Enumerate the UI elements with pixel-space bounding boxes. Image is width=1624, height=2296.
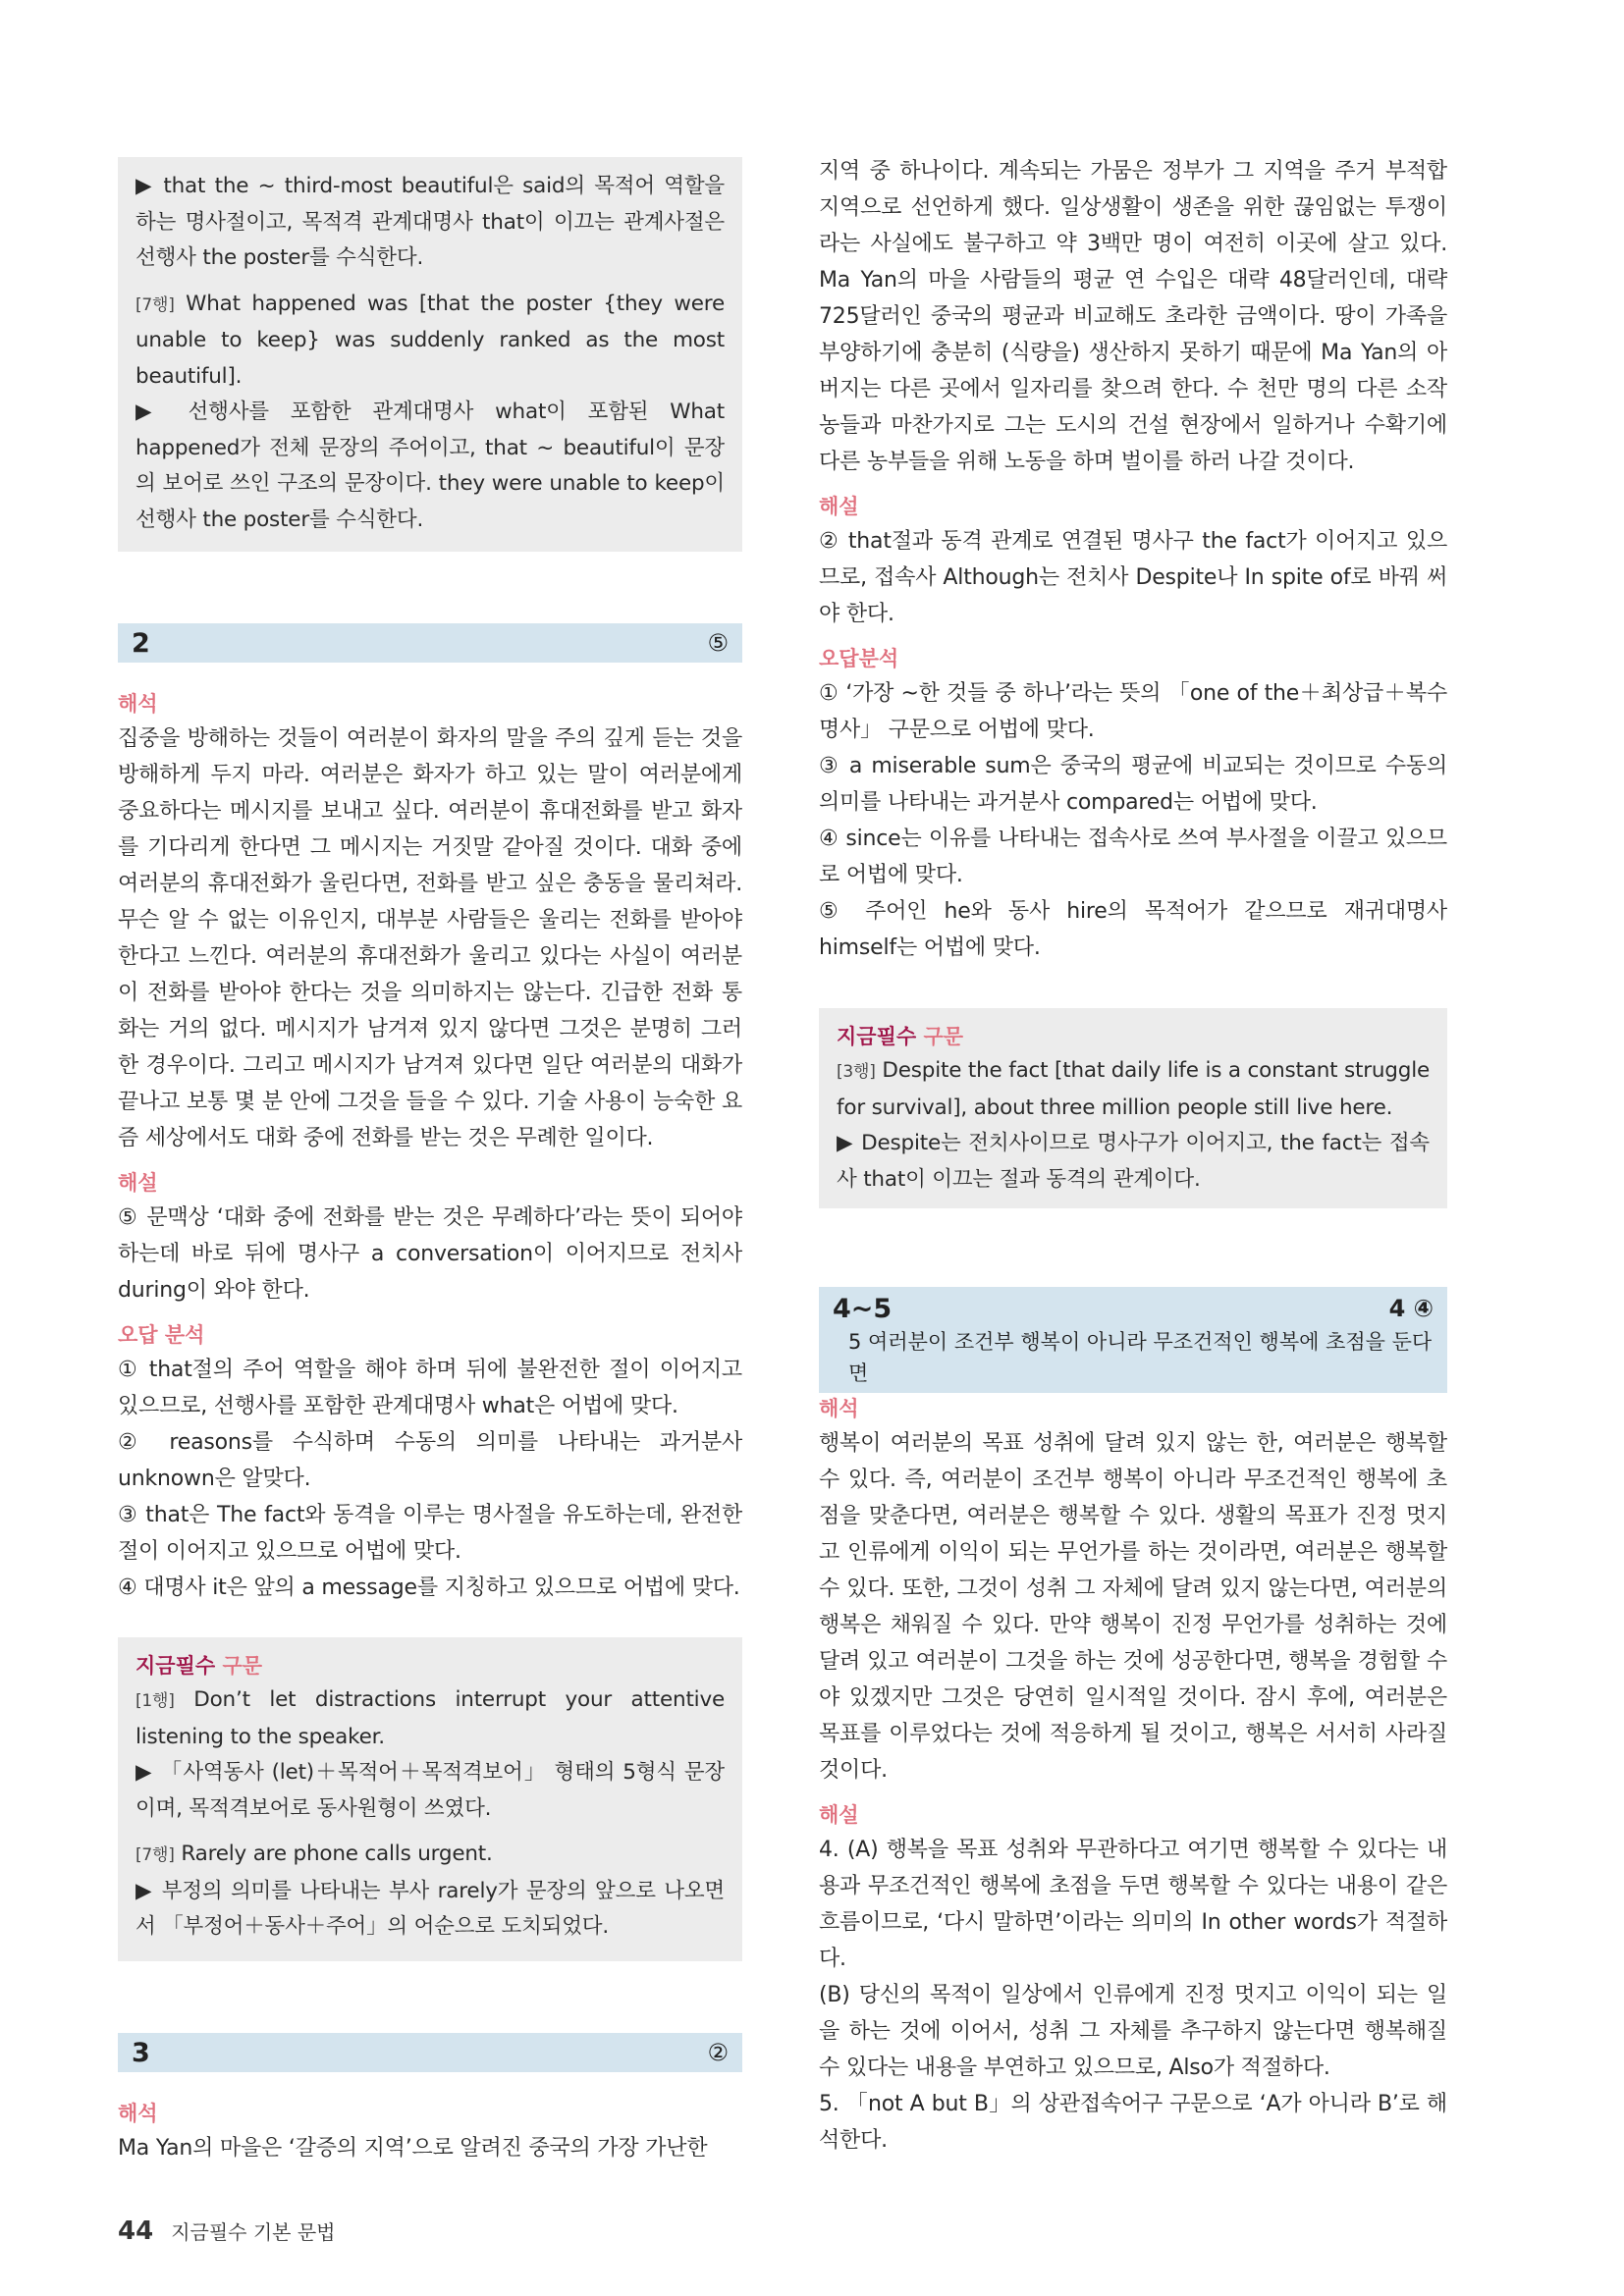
explanation-text: 5. 「not A but B」의 상관접속어구 구문으로 ‘A가 아니라 B’로 해석한다. (819, 2092, 1447, 2153)
construction-note: ▶ 「사역동사 (let)＋목적어＋목적격보어」 형태의 5형식 문장이며, 목적격보어로 동사원형이 쓰였다. (135, 1760, 725, 1821)
section-answer: ⑤ (707, 629, 729, 657)
box-title-sub: 구문 (923, 1025, 964, 1048)
construction-sentence (837, 1053, 1430, 1126)
label-translation: 해석 (118, 692, 158, 716)
book-title: 지금필수 기본 문법 (171, 2220, 336, 2244)
construction-note: ▶ that the ~ third-most beautiful은 said의 목적어 역할을 하는 명사절이고, 목적격 관계대명사 that이 이끄는 관계사절은 선행사 the poster를 수식한다. (135, 174, 725, 270)
sentence-text: What happened was [that the poster {they were unable to keep} was suddenly ranked as the most beautiful]. (135, 291, 725, 389)
label-translation: 해석 (118, 2102, 158, 2125)
label-translation: 해석 (819, 1397, 859, 1420)
construction-box-1 (118, 157, 742, 552)
translation-text: 행복이 여러분의 목표 성취에 달려 있지 않는 한, 여러분은 행복할 수 있다. 즉, 여러분이 조건부 행복이 아니라 무조건적인 행복에 초점을 맞춘다면, 여러분은 행복할 수 있다. 생활의 목표가 진정 멋지고 인류에게 이익이 되는 무언가를 하는 것이라면, 여러분은 행복할 수 있다. 또한, 그것이 성취 그 자체에 달려 있지 않는다면, 여러분의 행복은 채워질 수 있다. 만약 행복이 진정 무언가를 성취하는 것에 달려 있고 여러분이 그것을 하는 것에 성공한다면, 행복을 경험할 수야 있겠지만 그것은 당연히 일시적일 것이다. 잠시 후에, 여러분은 목표를 이루었다는 것에 적응하게 될 것이고, 행복은 서서히 사라질 것이다. (819, 1431, 1447, 1783)
explanation-text: 4. (A) 행복을 목표 성취와 무관하다고 여기면 행복할 수 있다는 내용과 무조건적인 행복에 초점을 두면 행복할 수 있다는 내용이 같은 흐름이므로, ‘다시 말하면’이라는 의미의 In other words가 적절하다. (819, 1838, 1447, 1971)
explanation-text: ⑤ 문맥상 ‘대화 중에 전화를 받는 것은 무례하다’라는 뜻이 되어야 하는데 바로 뒤에 명사구 a conversation이 이어지므로 전치사 during이 와야 한다. (118, 1205, 742, 1303)
section-number: 3 (132, 2037, 150, 2068)
box-title-main: 지금필수 (837, 1025, 917, 1048)
sentence-text: Despite the fact [that daily life is a constant struggle for survival], about three million people still live here. (837, 1058, 1431, 1120)
construction-sentence (135, 1682, 725, 1755)
section-header-4-5 (819, 1287, 1447, 1393)
section-header-3 (118, 2033, 742, 2072)
construction-box-2 (118, 1637, 742, 1961)
box-title (837, 1020, 1430, 1053)
wrong-item: ③ that은 The fact와 동격을 이루는 명사절을 유도하는데, 완전한 절이 이어지고 있으므로 어법에 맞다. (118, 1503, 742, 1564)
wrong-item: ① that절의 주어 역할을 해야 하며 뒤에 불완전한 절이 이어지고 있으므로, 선행사를 포함한 관계대명사 what은 어법에 맞다. (118, 1358, 742, 1418)
wrong-item: ④ 대명사 it은 앞의 a message를 지칭하고 있으므로 어법에 맞다. (118, 1575, 740, 1600)
section-answer: ② (707, 2039, 729, 2066)
wrong-item: ② reasons를 수식하며 수동의 의미를 나타내는 과거분사 unknown은 알맞다. (118, 1430, 742, 1491)
construction-sentence (135, 287, 725, 396)
translation-text: Ma Yan의 마을은 ‘갈증의 지역’으로 알려진 중국의 가장 가난한 (118, 2136, 708, 2161)
label-explanation: 해설 (819, 495, 859, 518)
section-2-body (118, 687, 742, 1606)
translation-text: 집중을 방해하는 것들이 여러분이 화자의 말을 주의 깊게 듣는 것을 방해하게 두지 마라. 여러분은 화자가 하고 있는 말이 여러분에게 중요하다는 메시지를 보내고 싶다. 여러분이 휴대전화를 받고 화자를 기다리게 한다면 그 메시지는 거짓말 같아질 것이다. 대화 중에 여러분의 휴대전화가 울린다면, 전화를 받고 싶은 충동을 물리쳐라. 무슨 알 수 없는 이유인지, 대부분 사람들은 울리는 전화를 받아야 한다고 느낀다. 여러분의 휴대전화가 울리고 있다는 사실이 여러분이 전화를 받아야 한다는 것을 의미하지는 않는다. 긴급한 전화 통화는 거의 없다. 메시지가 남겨져 있지 않다면 그것은 분명히 그러한 경우이다. 그리고 메시지가 남겨져 있다면 일단 여러분의 대화가 끝나고 보통 몇 분 안에 그것을 들을 수 있다. 기술 사용이 능숙한 요즘 세상에서도 대화 중에 전화를 받는 것은 무례한 일이다. (118, 726, 742, 1150)
construction-sentence (135, 1837, 725, 1874)
explanation-text: ② that절과 동격 관계로 연결된 명사구 the fact가 이어지고 있으므로, 접속사 Although는 전치사 Despite나 In spite of로 바꿔 써야 한다. (819, 529, 1447, 626)
construction-note: ▶ 선행사를 포함한 관계대명사 what이 포함된 What happened가 전체 문장의 주어이고, that ~ beautiful이 문장의 보어로 쓰인 구조의 문장이다. they were unable to keep이 선행사 the poster를 수식한다. (135, 400, 725, 532)
line-ref: [7행] (135, 294, 175, 315)
box-title-sub: 구문 (222, 1654, 263, 1678)
label-wrong-analysis: 오답분석 (819, 647, 899, 670)
line-ref: [3행] (837, 1062, 876, 1082)
construction-box-3 (819, 1008, 1447, 1208)
sentence-text: Rarely are phone calls urgent. (181, 1842, 493, 1866)
construction-note: ▶ Despite는 전치사이므로 명사구가 이어지고, the fact는 접속사 that이 이끄는 절과 동격의 관계이다. (837, 1131, 1430, 1192)
label-explanation: 해설 (819, 1803, 859, 1827)
section-header-2 (118, 623, 742, 663)
page-number: 44 (118, 2216, 154, 2246)
wrong-item: ③ a miserable sum은 중국의 평균에 비교되는 것이므로 수동의 의미를 나타내는 과거분사 compared는 어법에 맞다. (819, 754, 1447, 815)
label-explanation: 해설 (118, 1171, 158, 1195)
box-title-main: 지금필수 (135, 1654, 216, 1678)
wrong-item: ① ‘가장 ~한 것들 중 하나’라는 뜻의 「one of the＋최상급＋복수명사」 구문으로 어법에 맞다. (819, 681, 1447, 742)
label-wrong-analysis: 오답 분석 (118, 1323, 205, 1347)
line-ref: [7행] (135, 1845, 175, 1865)
section-number: 2 (132, 627, 150, 659)
section-number: 4~5 (833, 1293, 893, 1324)
translation-text: 지역 중 하나이다. 계속되는 가뭄은 정부가 그 지역을 주거 부적합 지역으로 선언하게 했다. 일상생활이 생존을 위한 끊임없는 투쟁이라는 사실에도 불구하고 약 3백만 명이 여전히 이곳에 살고 있다. Ma Yan의 마을 사람들의 평균 연 수입은 대략 48달러인데, 대략 725달러인 중국의 평균과 비교해도 초라한 금액이다. 땅이 가족을 부양하기에 충분히 (식량을) 생산하지 못하기 때문에 Ma Yan의 아버지는 다른 곳에서 일자리를 찾으려 한다. 수 천만 명의 다른 소작농들과 마찬가지로 그는 도시의 건설 현장에서 일하거나 수확기에 다른 농부들을 위해 노동을 하며 벌이를 하러 나갈 것이다. (819, 159, 1447, 474)
sentence-text: Don’t let distractions interrupt your attentive listening to the speaker. (135, 1687, 725, 1749)
explanation-text: (B) 당신의 목적이 일상에서 인류에게 진정 멋지고 이익이 되는 일을 하는 것에 이어서, 성취 그 자체를 추구하지 않는다면 행복해질 수 있다는 내용을 부연하고 있으므로, Also가 적절하다. (819, 1983, 1447, 2080)
wrong-item: ⑤ 주어인 he와 동사 hire의 목적어가 같으므로 재귀대명사 himself는 어법에 맞다. (819, 899, 1447, 960)
page-footer (118, 2216, 335, 2246)
wrong-item: ④ since는 이유를 나타내는 접속사로 쓰여 부사절을 이끌고 있으므로 어법에 맞다. (819, 827, 1447, 887)
section-answer-sub: 5 여러분이 조건부 행복이 아니라 무조건적인 행복에 초점을 둔다면 (848, 1330, 1433, 1385)
box-title (135, 1649, 725, 1682)
section-answer: 4 ④ (1388, 1295, 1434, 1322)
construction-note: ▶ 부정의 의미를 나타내는 부사 rarely가 문장의 앞으로 나오면서 「부정어＋동사＋주어」의 어순으로 도치되었다. (135, 1878, 725, 1939)
line-ref: [1행] (135, 1691, 175, 1711)
section-3-continued (819, 153, 1447, 966)
section-3-body (118, 2097, 742, 2166)
section-4-5-body (819, 1392, 1447, 2159)
